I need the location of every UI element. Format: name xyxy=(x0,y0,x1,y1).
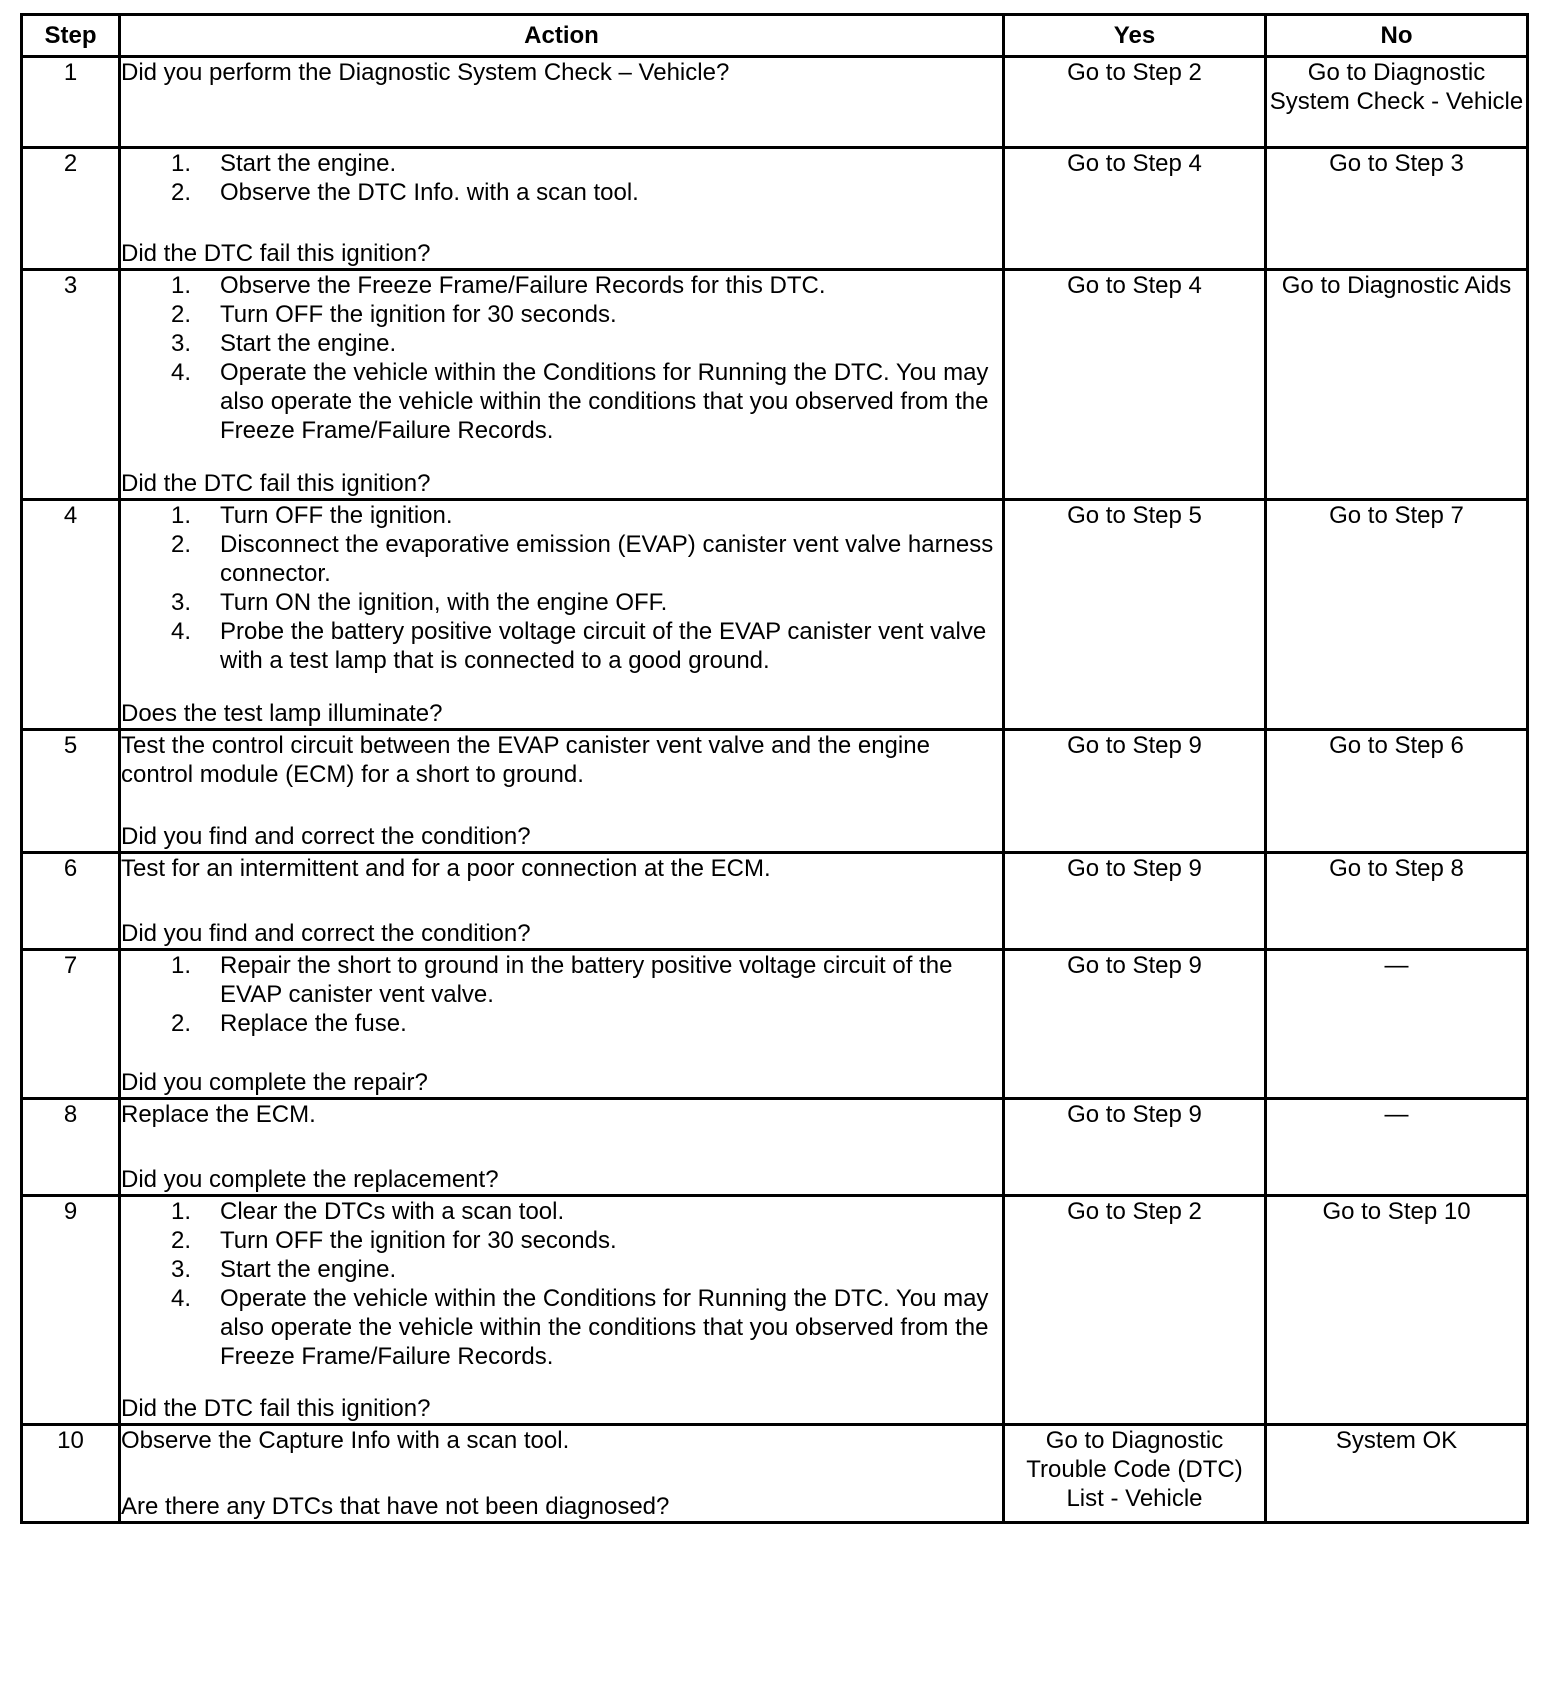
action-question: Did you find and correct the condition? xyxy=(121,920,531,947)
substep-item xyxy=(121,329,1002,358)
action-question: Did the DTC fail this ignition? xyxy=(121,240,431,267)
substep-number: 2. xyxy=(171,1010,192,1037)
action-instructions xyxy=(121,1197,1002,1371)
substep-list xyxy=(121,149,1002,207)
substep-number: 3. xyxy=(171,1256,192,1283)
action-question: Did you find and correct the condition? xyxy=(121,823,531,850)
action-instructions xyxy=(121,951,1002,1038)
action-instructions xyxy=(121,1426,1002,1455)
action-cell xyxy=(120,950,1004,1099)
action-instructions xyxy=(121,149,1002,207)
substep-item xyxy=(121,271,1002,300)
no-result: System OK xyxy=(1266,1425,1528,1523)
action-question: Did the DTC fail this ignition? xyxy=(121,1395,431,1422)
action-content xyxy=(121,854,1002,948)
action-cell xyxy=(120,1425,1004,1523)
substep-item xyxy=(121,617,1002,675)
substep-text: Turn OFF the ignition. xyxy=(220,502,453,529)
substep-text: Start the engine. xyxy=(220,1256,397,1283)
no-result: Go to Diagnostic Aids xyxy=(1266,270,1528,500)
action-cell xyxy=(120,148,1004,270)
header-no: No xyxy=(1266,15,1528,57)
table-row xyxy=(22,1196,1528,1425)
action-intro: Did you perform the Diagnostic System Check – Vehicle? xyxy=(121,59,730,86)
action-question: Did the DTC fail this ignition? xyxy=(121,470,431,497)
diagnostic-table xyxy=(20,13,1529,1524)
substep-number: 1. xyxy=(171,1198,192,1225)
action-intro: Observe the Capture Info with a scan tool. xyxy=(121,1427,570,1454)
action-content xyxy=(121,731,1002,851)
no-result: — xyxy=(1266,950,1528,1099)
action-cell xyxy=(120,1099,1004,1196)
action-content xyxy=(121,58,1002,146)
table-row xyxy=(22,148,1528,270)
step-number: 10 xyxy=(22,1425,120,1523)
substep-text: Replace the fuse. xyxy=(220,1010,407,1037)
table-row xyxy=(22,730,1528,853)
yes-result: Go to Step 9 xyxy=(1004,1099,1266,1196)
substep-text: Start the engine. xyxy=(220,330,397,357)
substep-text: Turn OFF the ignition for 30 seconds. xyxy=(220,1227,617,1254)
no-result: — xyxy=(1266,1099,1528,1196)
action-cell xyxy=(120,270,1004,500)
action-instructions xyxy=(121,58,1002,87)
no-result: Go to Step 3 xyxy=(1266,148,1528,270)
table-row xyxy=(22,57,1528,148)
action-instructions xyxy=(121,854,1002,883)
substep-number: 3. xyxy=(171,589,192,616)
substep-number: 1. xyxy=(171,272,192,299)
action-intro: Test the control circuit between the EVAP canister vent valve and the engine control module (ECM) for a short to ground. xyxy=(121,732,930,788)
no-result: Go to Step 7 xyxy=(1266,500,1528,730)
substep-text: Operate the vehicle within the Conditions for Running the DTC. You may also operate the vehicle within the conditions that you observed from the Freeze Frame/Failure Records. xyxy=(220,359,989,444)
yes-result: Go to Step 9 xyxy=(1004,950,1266,1099)
substep-text: Probe the battery positive voltage circuit of the EVAP canister vent valve with a test lamp that is connected to a good ground. xyxy=(220,618,987,674)
action-cell xyxy=(120,500,1004,730)
table-row xyxy=(22,853,1528,950)
table-body xyxy=(22,57,1528,1523)
yes-result: Go to Step 9 xyxy=(1004,730,1266,853)
action-intro: Test for an intermittent and for a poor connection at the ECM. xyxy=(121,855,771,882)
substep-item xyxy=(121,1009,1002,1038)
no-result: Go to Step 8 xyxy=(1266,853,1528,950)
substep-item xyxy=(121,300,1002,329)
substep-text: Turn ON the ignition, with the engine OFF. xyxy=(220,589,668,616)
substep-text: Observe the Freeze Frame/Failure Records for this DTC. xyxy=(220,272,826,299)
substep-item xyxy=(121,178,1002,207)
action-cell xyxy=(120,57,1004,148)
action-content xyxy=(121,1197,1002,1423)
step-number: 2 xyxy=(22,148,120,270)
substep-number: 1. xyxy=(171,952,192,979)
yes-result: Go to Step 5 xyxy=(1004,500,1266,730)
header-yes: Yes xyxy=(1004,15,1266,57)
substep-number: 2. xyxy=(171,1227,192,1254)
action-instructions xyxy=(121,731,1002,789)
substep-text: Turn OFF the ignition for 30 seconds. xyxy=(220,301,617,328)
substep-item xyxy=(121,149,1002,178)
step-number: 3 xyxy=(22,270,120,500)
yes-result: Go to Step 4 xyxy=(1004,148,1266,270)
yes-result: Go to Step 4 xyxy=(1004,270,1266,500)
substep-item xyxy=(121,1284,1002,1371)
table-row xyxy=(22,500,1528,730)
yes-result: Go to Diagnostic Trouble Code (DTC) List - Vehicle xyxy=(1004,1425,1266,1523)
action-instructions xyxy=(121,1100,1002,1129)
substep-text: Repair the short to ground in the battery positive voltage circuit of the EVAP canister vent valve. xyxy=(220,952,953,1008)
action-cell xyxy=(120,730,1004,853)
action-content xyxy=(121,1426,1002,1521)
table-row xyxy=(22,1425,1528,1523)
action-content xyxy=(121,951,1002,1097)
no-result: Go to Diagnostic System Check - Vehicle xyxy=(1266,57,1528,148)
substep-text: Operate the vehicle within the Conditions for Running the DTC. You may also operate the vehicle within the conditions that you observed from the Freeze Frame/Failure Records. xyxy=(220,1285,989,1370)
substep-list xyxy=(121,501,1002,675)
step-number: 9 xyxy=(22,1196,120,1425)
substep-item xyxy=(121,951,1002,1009)
action-instructions xyxy=(121,271,1002,445)
step-number: 8 xyxy=(22,1099,120,1196)
substep-number: 2. xyxy=(171,179,192,206)
substep-item xyxy=(121,501,1002,530)
action-content xyxy=(121,1100,1002,1194)
substep-text: Start the engine. xyxy=(220,150,397,177)
substep-item xyxy=(121,530,1002,588)
substep-item xyxy=(121,1197,1002,1226)
substep-list xyxy=(121,951,1002,1038)
substep-item xyxy=(121,1226,1002,1255)
substep-text: Clear the DTCs with a scan tool. xyxy=(220,1198,565,1225)
substep-text: Observe the DTC Info. with a scan tool. xyxy=(220,179,639,206)
substep-item xyxy=(121,588,1002,617)
yes-result: Go to Step 2 xyxy=(1004,1196,1266,1425)
no-result: Go to Step 10 xyxy=(1266,1196,1528,1425)
step-number: 1 xyxy=(22,57,120,148)
yes-result: Go to Step 2 xyxy=(1004,57,1266,148)
table-row xyxy=(22,950,1528,1099)
substep-number: 1. xyxy=(171,150,192,177)
action-instructions xyxy=(121,501,1002,675)
action-question: Are there any DTCs that have not been diagnosed? xyxy=(121,1493,670,1520)
substep-text: Disconnect the evaporative emission (EVAP) canister vent valve harness connector. xyxy=(220,531,994,587)
action-cell xyxy=(120,853,1004,950)
step-number: 7 xyxy=(22,950,120,1099)
no-result: Go to Step 6 xyxy=(1266,730,1528,853)
action-question: Did you complete the replacement? xyxy=(121,1166,499,1193)
substep-item xyxy=(121,1255,1002,1284)
action-content xyxy=(121,271,1002,498)
substep-number: 2. xyxy=(171,301,192,328)
step-number: 6 xyxy=(22,853,120,950)
header-step: Step xyxy=(22,15,120,57)
substep-list xyxy=(121,1197,1002,1371)
action-question: Does the test lamp illuminate? xyxy=(121,700,443,727)
header-action: Action xyxy=(120,15,1004,57)
substep-number: 2. xyxy=(171,531,192,558)
substep-list xyxy=(121,271,1002,445)
action-content xyxy=(121,501,1002,728)
action-cell xyxy=(120,1196,1004,1425)
substep-number: 4. xyxy=(171,359,192,386)
substep-number: 4. xyxy=(171,1285,192,1312)
header-row xyxy=(22,15,1528,57)
table-row xyxy=(22,270,1528,500)
substep-item xyxy=(121,358,1002,445)
yes-result: Go to Step 9 xyxy=(1004,853,1266,950)
table-row xyxy=(22,1099,1528,1196)
step-number: 4 xyxy=(22,500,120,730)
substep-number: 4. xyxy=(171,618,192,645)
action-question: Did you complete the repair? xyxy=(121,1069,428,1096)
substep-number: 3. xyxy=(171,330,192,357)
action-content xyxy=(121,149,1002,268)
substep-number: 1. xyxy=(171,502,192,529)
step-number: 5 xyxy=(22,730,120,853)
action-intro: Replace the ECM. xyxy=(121,1101,316,1128)
